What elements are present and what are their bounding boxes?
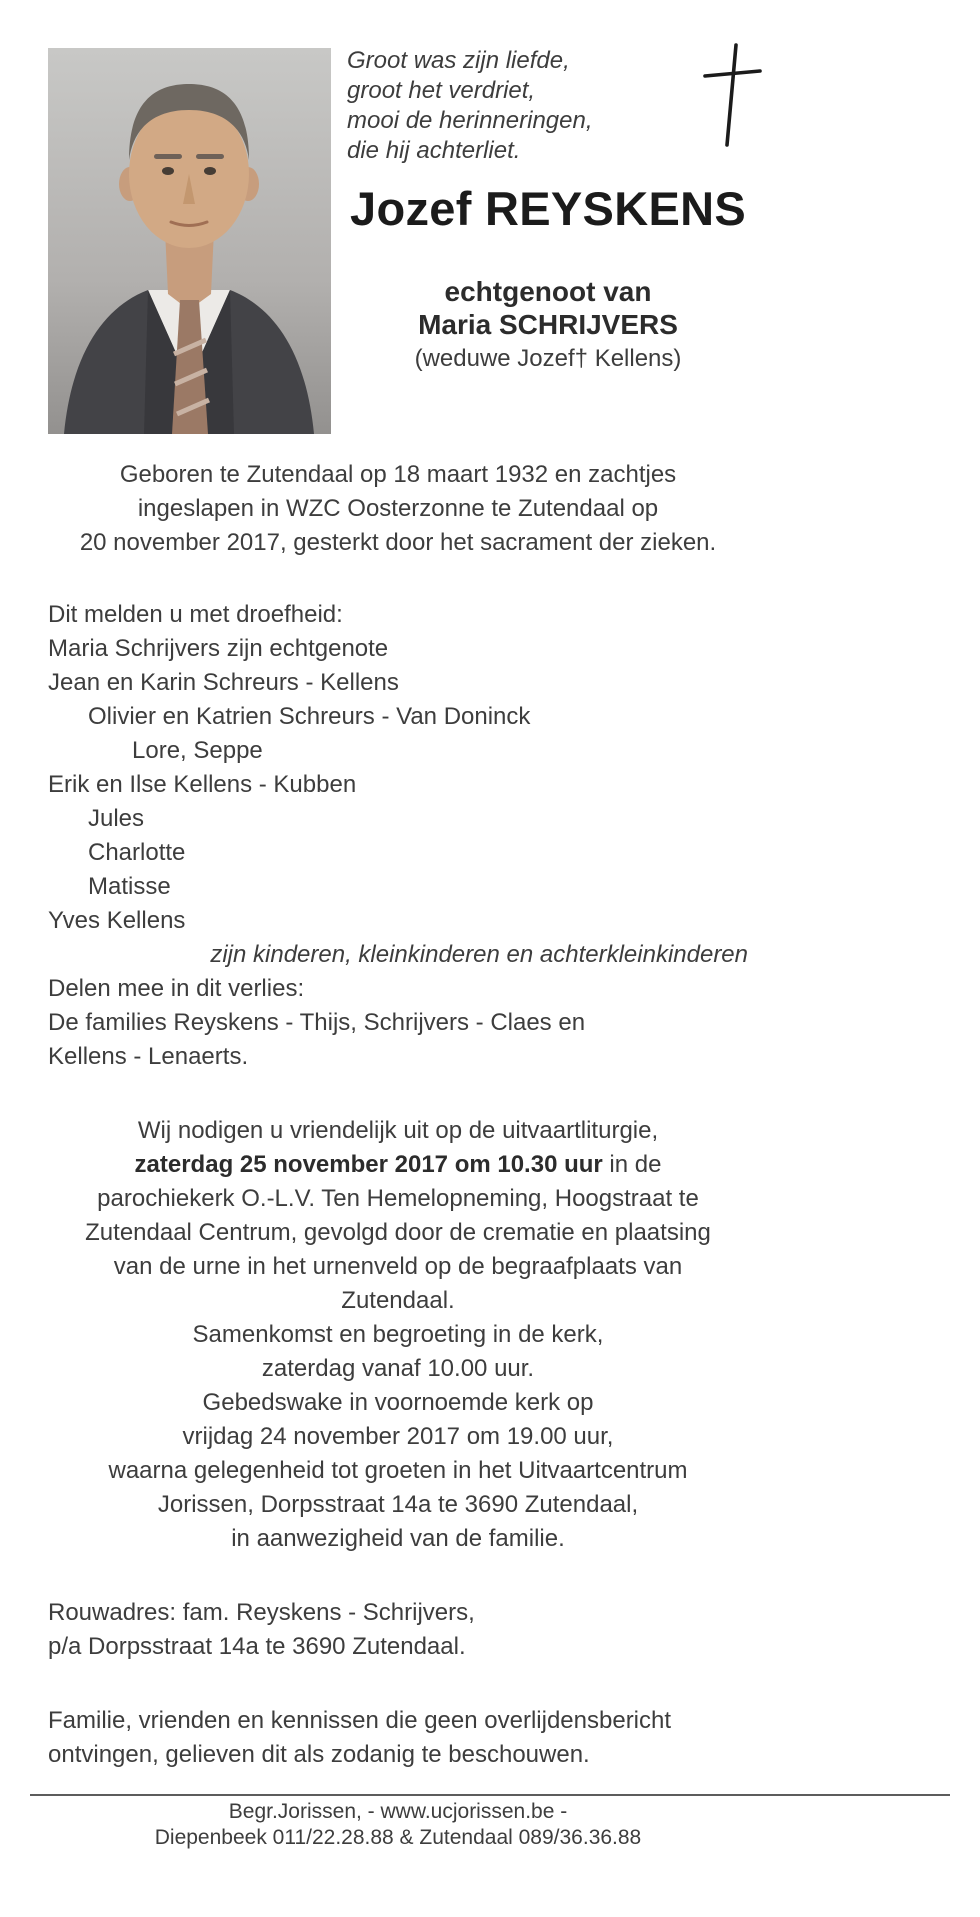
- family-member: Jean en Karin Schreurs - Kellens: [48, 669, 399, 696]
- memorial-cross-icon: [696, 42, 768, 148]
- family-member: Olivier en Katrien Schreurs - Van Doninck: [88, 703, 531, 730]
- mourning-address-line: Rouwadres: fam. Reyskens - Schrijvers,: [48, 1599, 475, 1626]
- family-member: Erik en Ilse Kellens - Kubben: [48, 771, 357, 798]
- intro-line: 20 november 2017, gesterkt door het sacrament der zieken.: [79, 529, 717, 556]
- family-member: Jules: [88, 805, 145, 832]
- birth-death-paragraph: [48, 458, 748, 560]
- funeral-line: vrijdag 24 november 2017 om 19.00 uur,: [182, 1423, 614, 1450]
- spouse-name: Maria SCHRIJVERS: [418, 309, 678, 340]
- family-list: [48, 598, 748, 1074]
- funeral-line: Wij nodigen u vriendelijk uit op de uitvaartliturgie,: [137, 1117, 659, 1144]
- poem-line: mooi de herinneringen,: [347, 107, 593, 134]
- header: [48, 48, 748, 434]
- funeral-details: [48, 1114, 748, 1556]
- funeral-line: Zutendaal Centrum, gevolgd door de crematie en plaatsing: [85, 1219, 711, 1246]
- funeral-home-info: [48, 1796, 748, 1851]
- family-member: Maria Schrijvers zijn echtgenote: [48, 635, 389, 662]
- portrait-illustration: [48, 48, 331, 434]
- spouse-note: (weduwe Jozef† Kellens): [414, 345, 682, 372]
- grief-line: Kellens - Lenaerts.: [48, 1043, 249, 1070]
- funeral-line: zaterdag vanaf 10.00 uur.: [261, 1355, 535, 1382]
- family-member: Yves Kellens: [48, 907, 186, 934]
- footer-line: Begr.Jorissen, - www.ucjorissen.be -: [228, 1800, 568, 1823]
- family-member: Charlotte: [88, 839, 186, 866]
- family-member: Lore, Seppe: [132, 737, 263, 764]
- funeral-line: Samenkomst en begroeting in de kerk,: [192, 1321, 604, 1348]
- poem-line: groot het verdriet,: [347, 77, 536, 104]
- deceased-name: Jozef REYSKENS: [350, 182, 746, 235]
- funeral-date-line: [48, 1148, 748, 1182]
- relation-label: echtgenoot van: [444, 276, 652, 307]
- funeral-line: van de urne in het urnenveld op de begraafplaats van: [113, 1253, 683, 1280]
- grief-heading: Delen mee in dit verlies:: [48, 975, 305, 1002]
- funeral-line: parochiekerk O.-L.V. Ten Hemelopneming, Hoogstraat te: [97, 1185, 699, 1212]
- funeral-date-rest: in de: [602, 1151, 662, 1178]
- intro-line: ingeslapen in WZC Oosterzonne te Zutendaal op: [137, 495, 659, 522]
- mourning-address: [48, 1596, 748, 1664]
- funeral-line: Gebedswake in voornoemde kerk op: [202, 1389, 594, 1416]
- family-member: Matisse: [88, 873, 171, 900]
- grief-line: De families Reyskens - Thijs, Schrijvers - Claes en: [48, 1009, 586, 1036]
- portrait-photo: [48, 48, 331, 434]
- intro-line: Geboren te Zutendaal op 18 maart 1932 en zachtjes: [119, 461, 677, 488]
- poem-line: die hij achterliet.: [347, 137, 521, 164]
- funeral-line: waarna gelegenheid tot groeten in het Uitvaartcentrum: [108, 1457, 688, 1484]
- poem-line: Groot was zijn liefde,: [347, 47, 570, 74]
- family-heading: Dit melden u met droefheid:: [48, 601, 343, 628]
- funeral-line: in aanwezigheid van de familie.: [231, 1525, 565, 1552]
- mourning-address-line: p/a Dorpsstraat 14a te 3690 Zutendaal.: [48, 1633, 466, 1660]
- notice-line: ontvingen, gelieven dit als zodanig te beschouwen.: [48, 1741, 590, 1768]
- notice-line: Familie, vrienden en kennissen die geen overlijdensbericht: [48, 1707, 672, 1734]
- notice-paragraph: [48, 1704, 748, 1772]
- family-closing-line: zijn kinderen, kleinkinderen en achterkleinkinderen: [210, 941, 748, 968]
- footer: [0, 1794, 980, 1851]
- funeral-line: Jorissen, Dorpsstraat 14a te 3690 Zutendaal,: [157, 1491, 639, 1518]
- memorial-poem: [347, 46, 593, 166]
- funeral-line: Zutendaal.: [341, 1287, 455, 1314]
- footer-line: Diepenbeek 011/22.28.88 & Zutendaal 089/36.36.88: [154, 1826, 642, 1849]
- funeral-date-bold: zaterdag 25 november 2017 om 10.30 uur: [134, 1151, 603, 1178]
